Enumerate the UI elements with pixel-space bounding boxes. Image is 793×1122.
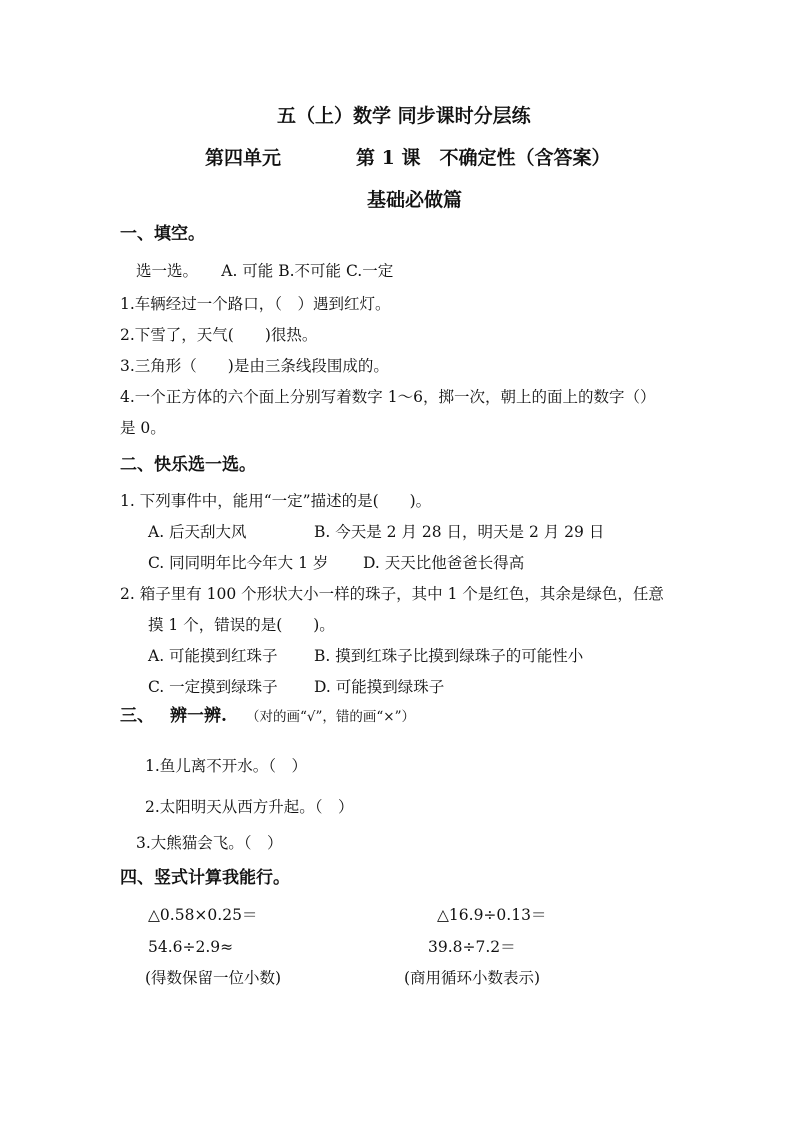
calc-note-1: (得数保留一位小数) <box>145 969 282 987</box>
calc-problem-4: 39.8÷7.2＝ <box>428 938 516 956</box>
section2-q1-option-b: B. 今天是 2 月 28 日，明天是 2 月 29 日 <box>314 523 605 541</box>
section3-heading-note: （对的画“√”，错的画“×”） <box>246 709 416 725</box>
section1-q3: 3.三角形（ )是由三条线段围成的。 <box>120 357 389 375</box>
section2-q2-option-c: C. 一定摸到绿珠子 <box>148 678 278 696</box>
section2-q1-option-a: A. 后天刮大风 <box>148 523 247 541</box>
section2-q2-line1: 2. 箱子里有 100 个形状大小一样的珠子，其中 1 个是红色，其余是绿色，任意 <box>120 585 664 603</box>
unit-label: 第四单元 <box>205 147 282 169</box>
section2-q1-option-c: C. 同同明年比今年大 1 岁 <box>148 554 329 572</box>
section4-heading: 四、竖式计算我能行。 <box>120 868 290 888</box>
section2-q2-option-d: D. 可能摸到绿珠子 <box>314 678 445 696</box>
section1-q1: 1.车辆经过一个路口，（ ）遇到红灯。 <box>120 295 391 313</box>
lesson-title: 第 1 课 不确定性（含答案） <box>356 147 611 169</box>
level-label: 基础必做篇 <box>367 189 463 211</box>
section3-q1: 1.鱼儿离不开水。（ ） <box>145 757 308 775</box>
section3-heading-number: 三、 <box>120 706 154 726</box>
section1-q4-line2: 是 0。 <box>120 419 166 437</box>
section1-heading: 一、填空。 <box>120 224 205 244</box>
section2-q2-line2: 摸 1 个，错误的是( )。 <box>148 616 335 634</box>
section2-q1: 1. 下列事件中，能用“一定”描述的是( )。 <box>120 492 432 510</box>
calc-problem-1: △0.58×0.25＝ <box>148 906 258 924</box>
worksheet-title: 五（上）数学 同步课时分层练 <box>277 105 531 127</box>
section3-q3: 3.大熊猫会飞。（ ） <box>136 834 283 852</box>
calc-problem-2: △16.9÷0.13＝ <box>437 906 547 924</box>
calc-problem-3: 54.6÷2.9≈ <box>148 938 234 956</box>
section1-options: 选一选。 A. 可能 B.不可能 C.一定 <box>136 262 394 280</box>
section3-heading-text: 辨一辨. <box>170 706 227 726</box>
section2-q2-option-a: A. 可能摸到红珠子 <box>148 647 278 665</box>
section2-heading: 二、快乐选一选。 <box>120 455 256 475</box>
section2-q1-option-d: D. 天天比他爸爸长得高 <box>363 554 525 572</box>
section1-q4-line1: 4.一个正方体的六个面上分别写着数字 1～6，掷一次，朝上的面上的数字（） <box>120 388 656 406</box>
section3-q2: 2.太阳明天从西方升起。（ ） <box>145 798 354 816</box>
calc-note-2: (商用循环小数表示) <box>404 969 541 987</box>
section1-q2: 2.下雪了，天气( )很热。 <box>120 326 318 344</box>
section2-q2-option-b: B. 摸到红珠子比摸到绿珠子的可能性小 <box>314 647 584 665</box>
